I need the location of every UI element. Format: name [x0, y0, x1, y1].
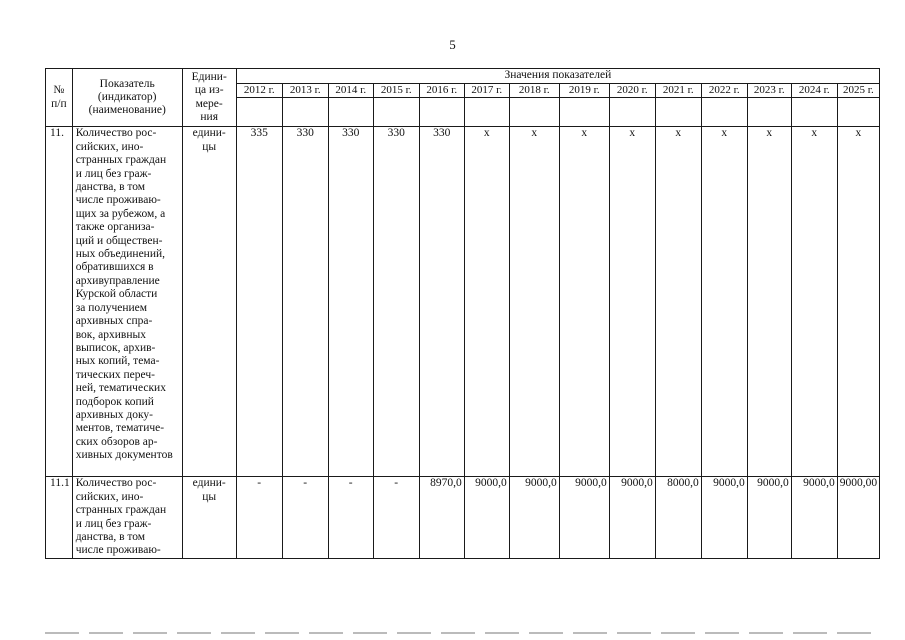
year-2019: 2019 г.: [559, 84, 609, 98]
year-2024: 2024 г.: [791, 84, 837, 98]
value-2016: 8970,0: [419, 477, 464, 558]
value-2015: -: [373, 477, 419, 558]
unit-of-measure: едини- цы: [182, 127, 236, 477]
value-2012: 335: [236, 127, 282, 477]
value-2019: х: [559, 127, 609, 477]
blank-cell: [559, 98, 609, 127]
value-2025: 9000,00: [837, 477, 879, 558]
value-2017: х: [464, 127, 509, 477]
blank-cell: [791, 98, 837, 127]
blank-cell: [282, 98, 328, 127]
blank-cell: [837, 98, 879, 127]
value-2017: 9000,0: [464, 477, 509, 558]
header-values-title: Значения показателей: [236, 69, 879, 84]
blank-cell: [609, 98, 655, 127]
value-2020: 9000,0: [609, 477, 655, 558]
value-2013: -: [282, 477, 328, 558]
value-2023: х: [747, 127, 791, 477]
year-2012: 2012 г.: [236, 84, 282, 98]
year-2013: 2013 г.: [282, 84, 328, 98]
value-2015: 330: [373, 127, 419, 477]
table-row: [46, 477, 880, 558]
year-2021: 2021 г.: [655, 84, 701, 98]
value-2024: х: [791, 127, 837, 477]
blank-cell: [419, 98, 464, 127]
value-2014: -: [328, 477, 373, 558]
value-2025: х: [837, 127, 879, 477]
year-2025: 2025 г.: [837, 84, 879, 98]
value-2024: 9000,0: [791, 477, 837, 558]
blank-cell: [509, 98, 559, 127]
header-indicator: Показатель (индикатор) (наименование): [72, 69, 182, 127]
blank-cell: [701, 98, 747, 127]
blank-cell: [328, 98, 373, 127]
blank-cell: [655, 98, 701, 127]
value-2013: 330: [282, 127, 328, 477]
year-2016: 2016 г.: [419, 84, 464, 98]
indicators-table: [45, 68, 880, 559]
value-2022: 9000,0: [701, 477, 747, 558]
row-number: 11.: [46, 127, 73, 477]
year-2022: 2022 г.: [701, 84, 747, 98]
row-number: 11.1: [46, 477, 73, 558]
value-2022: х: [701, 127, 747, 477]
year-2018: 2018 г.: [509, 84, 559, 98]
value-2016: 330: [419, 127, 464, 477]
value-2020: х: [609, 127, 655, 477]
year-2017: 2017 г.: [464, 84, 509, 98]
unit-of-measure: едини- цы: [182, 477, 236, 558]
header-row: [46, 69, 880, 84]
scan-artifact-line: [45, 632, 877, 634]
year-2015: 2015 г.: [373, 84, 419, 98]
value-2012: -: [236, 477, 282, 558]
value-2019: 9000,0: [559, 477, 609, 558]
header-unit: Едини- ца из- мере- ния: [182, 69, 236, 127]
blank-cell: [747, 98, 791, 127]
value-2018: 9000,0: [509, 477, 559, 558]
indicator-name: Количество рос- сийских, ино- странных граждан и лиц без граж- данства, в том числе проживаю- щих за рубежом, а также организа- ций и обществен- ных объединений, обратившихся в архивуправление Курской области за получением архивных спра- вок, архивных выписок, архив- ных копий, тема- тических переч- ней, тематических подборок копий архивных доку- ментов, тематиче- ских обзоров ар- хивных документов: [72, 127, 182, 477]
value-2014: 330: [328, 127, 373, 477]
blank-cell: [373, 98, 419, 127]
year-2014: 2014 г.: [328, 84, 373, 98]
value-2023: 9000,0: [747, 477, 791, 558]
header-num: № п/п: [46, 69, 73, 127]
page-number: 5: [449, 37, 456, 52]
year-2023: 2023 г.: [747, 84, 791, 98]
value-2021: 8000,0: [655, 477, 701, 558]
table-row: [46, 127, 880, 477]
indicator-name: Количество рос- сийских, ино- странных граждан и лиц без граж- данства, в том числе проживаю-: [72, 477, 182, 558]
blank-cell: [236, 98, 282, 127]
value-2018: х: [509, 127, 559, 477]
value-2021: х: [655, 127, 701, 477]
blank-cell: [464, 98, 509, 127]
year-2020: 2020 г.: [609, 84, 655, 98]
